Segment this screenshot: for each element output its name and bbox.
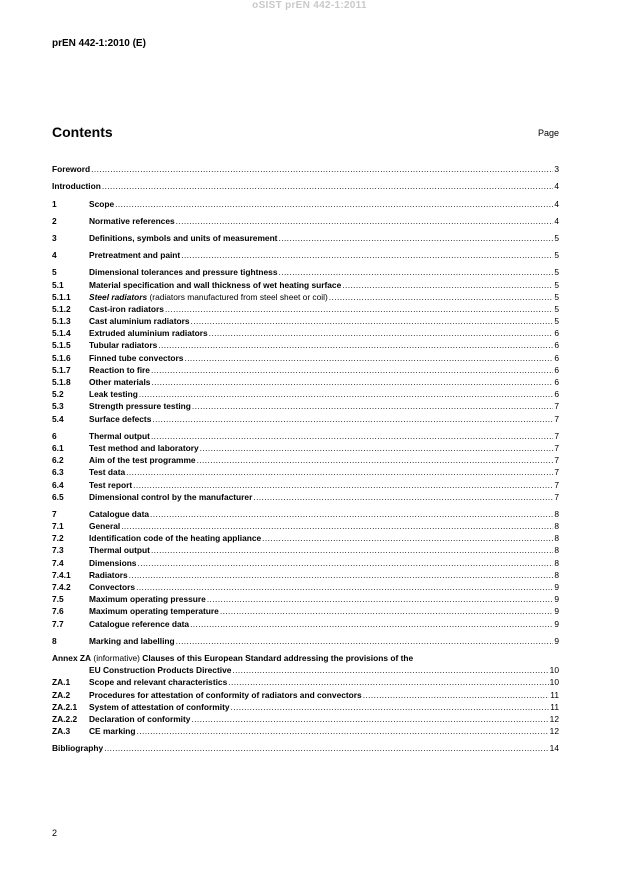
toc-entry[interactable] <box>52 581 559 593</box>
toc-entry[interactable] <box>52 249 559 261</box>
toc-entry-title <box>89 291 328 303</box>
toc-entry-bibliography[interactable] <box>52 742 559 754</box>
toc-entry-number: 6.4 <box>52 479 64 490</box>
document-id: prEN 442-1:2010 (E) <box>52 38 146 49</box>
toc-entry-title: Definitions, symbols and units of measurement <box>89 232 278 243</box>
toc-entry-title: Test report <box>89 479 133 490</box>
toc-entry[interactable] <box>52 713 559 725</box>
toc-entry-title: Cast aluminium radiators <box>89 316 190 327</box>
leader-dots <box>158 339 553 351</box>
leader-dots <box>151 364 553 376</box>
toc-entry-page: 10 <box>549 677 559 688</box>
toc-entry-title: Finned tube convectors <box>89 352 184 363</box>
table-of-contents <box>52 163 559 754</box>
toc-entry[interactable] <box>52 569 559 581</box>
leader-dots <box>151 430 553 442</box>
toc-entry[interactable] <box>52 339 559 351</box>
toc-entry-title: Bibliography <box>52 743 104 754</box>
toc-entry[interactable] <box>52 430 559 442</box>
toc-entry-number: ZA.3 <box>52 726 71 737</box>
leader-dots <box>91 163 553 175</box>
toc-entry-page: 5 <box>554 279 559 290</box>
leader-dots <box>176 215 554 227</box>
toc-entry-title: Maximum operating temperature <box>89 606 219 617</box>
leader-dots <box>262 532 553 544</box>
toc-entry-page: 14 <box>549 743 559 754</box>
toc-entry-page: 8 <box>554 557 559 568</box>
toc-entry-page: 6 <box>554 364 559 375</box>
toc-entry[interactable] <box>52 232 559 244</box>
toc-entry-number: 5.1.7 <box>52 364 71 375</box>
leader-dots <box>176 635 554 647</box>
toc-entry-page: 3 <box>554 164 559 175</box>
toc-entry-title: Introduction <box>52 181 101 192</box>
toc-entry[interactable] <box>52 478 559 490</box>
toc-entry-title: Extruded aluminium radiators <box>89 328 208 339</box>
toc-entry-title: Declaration of conformity <box>89 713 191 724</box>
toc-entry-page: 8 <box>554 533 559 544</box>
toc-entry[interactable] <box>52 635 559 647</box>
toc-entry-number: 2 <box>52 215 57 226</box>
leader-dots <box>190 618 553 630</box>
leader-dots <box>197 454 554 466</box>
toc-entry-title: Test data <box>89 467 126 478</box>
toc-entry[interactable] <box>52 556 559 568</box>
toc-entry-number: 5.4 <box>52 413 64 424</box>
toc-entry-title: Thermal output <box>89 545 150 556</box>
annex-title-line1: Clauses of this European Standard addressing the provisions of the <box>142 652 414 663</box>
toc-entry[interactable] <box>52 688 559 700</box>
toc-entry-number: ZA.2.1 <box>52 701 78 712</box>
toc-entry-title-italic: Steel radiators <box>89 291 148 302</box>
toc-entry-page: 7 <box>554 455 559 466</box>
toc-entry-number: 5.1.8 <box>52 377 71 387</box>
leader-dots <box>207 593 554 605</box>
toc-entry-number: 5.1 <box>52 279 64 290</box>
leader-dots <box>192 400 553 412</box>
leader-dots <box>139 388 553 400</box>
toc-entry-title: Normative references <box>89 215 175 226</box>
toc-entry-page: 9 <box>554 594 559 605</box>
toc-entry-title: Catalogue reference data <box>89 618 190 629</box>
toc-entry-page: 12 <box>549 726 559 737</box>
toc-entry-number: 5.1.2 <box>52 303 71 314</box>
toc-entry-title: CE marking <box>89 726 136 737</box>
toc-entry-page: 8 <box>554 508 559 519</box>
toc-entry-title: Convectors <box>89 582 136 592</box>
leader-dots <box>121 520 553 532</box>
toc-entry-number: 7.2 <box>52 533 64 544</box>
toc-entry-title: Dimensional tolerances and pressure tightness <box>89 267 278 278</box>
toc-entry-page: 8 <box>554 521 559 532</box>
contents-heading: Contents <box>52 124 113 140</box>
annex-za-heading[interactable] <box>52 652 559 664</box>
toc-entry[interactable] <box>52 442 559 454</box>
toc-entry-page: 6 <box>554 328 559 339</box>
annex-informative: (informative) <box>91 652 143 663</box>
toc-entry-number: ZA.1 <box>52 677 71 688</box>
toc-entry-page: 7 <box>554 413 559 424</box>
toc-entry-number: 4 <box>52 250 57 261</box>
toc-entry-number: 7.5 <box>52 594 64 605</box>
toc-entry[interactable] <box>52 197 559 209</box>
toc-entry[interactable] <box>52 315 559 327</box>
toc-entry-title: Reaction to fire <box>89 364 150 375</box>
annex-title-line2: EU Construction Products Directive <box>89 665 232 676</box>
annex-page: 10 <box>549 665 559 676</box>
toc-entry[interactable] <box>52 266 559 278</box>
toc-entry[interactable] <box>52 327 559 339</box>
leader-dots <box>137 557 553 569</box>
toc-entry-number: 6.2 <box>52 455 64 466</box>
toc-entry-number: 5.1.5 <box>52 340 71 351</box>
toc-entry-page: 9 <box>554 606 559 617</box>
toc-entry-title: Dimensions <box>89 557 137 568</box>
annex-za-heading-cont[interactable] <box>52 664 559 676</box>
toc-main-entries <box>52 163 559 647</box>
toc-entry-number: 6.1 <box>52 442 64 453</box>
leader-dots <box>342 279 553 291</box>
leader-dots <box>279 266 554 278</box>
toc-entry-page: 4 <box>554 181 559 192</box>
toc-entry[interactable] <box>52 593 559 605</box>
toc-entry-page: 7 <box>554 401 559 412</box>
toc-entry[interactable] <box>52 278 559 290</box>
toc-entry-number: 7.7 <box>52 618 64 629</box>
toc-entry-title: Thermal output <box>89 430 150 441</box>
toc-entry-title: Strength pressure testing <box>89 401 191 412</box>
toc-entry-page: 7 <box>554 491 559 502</box>
toc-entry-number: 5.1.1 <box>52 291 71 302</box>
toc-entry[interactable] <box>52 351 559 363</box>
toc-entry-title: Scope and relevant characteristics <box>89 677 228 688</box>
leader-dots <box>115 198 553 210</box>
toc-entry-title: Aim of the test programme <box>89 455 196 466</box>
toc-entry-title: Dimensional control by the manufacturer <box>89 491 253 502</box>
toc-entry-number: 5.1.6 <box>52 352 71 363</box>
toc-entry-number: 5.3 <box>52 401 64 412</box>
toc-entry-number: 7.6 <box>52 606 64 617</box>
toc-entry-page: 5 <box>554 291 559 302</box>
toc-entry-page: 11 <box>550 689 559 700</box>
toc-entry[interactable] <box>52 508 559 520</box>
toc-entry-number: 7.3 <box>52 545 64 556</box>
toc-entry[interactable] <box>52 617 559 629</box>
toc-entry-page: 11 <box>550 701 559 712</box>
toc-entry-page: 5 <box>554 267 559 278</box>
toc-entry-title: Tubular radiators <box>89 340 158 351</box>
leader-dots <box>150 508 553 520</box>
leader-dots <box>165 303 553 315</box>
toc-entry-title: Catalogue data <box>89 508 150 519</box>
toc-entry-page: 7 <box>554 467 559 478</box>
toc-entry-page: 4 <box>554 198 559 209</box>
toc-entry-number: ZA.2.2 <box>52 713 78 724</box>
toc-entry-number: 5.2 <box>52 389 64 400</box>
toc-entry-page: 12 <box>549 713 559 724</box>
leader-dots <box>104 742 548 754</box>
toc-entry-title: Foreword <box>52 164 91 175</box>
leader-dots <box>232 664 548 676</box>
leader-dots <box>136 581 553 593</box>
toc-entry-page: 6 <box>554 352 559 363</box>
toc-entry-title: Leak testing <box>89 389 138 400</box>
toc-entry-number: 6.5 <box>52 491 64 502</box>
toc-entry-title: Procedures for attestation of conformity of radiators and convectors <box>89 689 362 700</box>
toc-entry-title: General <box>89 521 121 532</box>
leader-dots <box>200 442 554 454</box>
toc-entry[interactable] <box>52 532 559 544</box>
toc-entry-number: 7.1 <box>52 521 64 532</box>
leader-dots <box>278 232 553 244</box>
toc-entry-title: Maximum operating pressure <box>89 594 206 605</box>
toc-entry-page: 7 <box>554 442 559 453</box>
toc-entry-title: System of attestation of conformity <box>89 701 230 712</box>
annex-label: Annex ZA <box>52 652 92 663</box>
toc-entry[interactable] <box>52 180 559 192</box>
toc-entry-page: 8 <box>554 545 559 556</box>
toc-entry[interactable] <box>52 454 559 466</box>
toc-annex-entries <box>52 676 559 737</box>
toc-entry-number: 7.4.1 <box>52 569 71 580</box>
leader-dots <box>151 544 553 556</box>
leader-dots <box>231 701 550 713</box>
toc-entry[interactable] <box>52 215 559 227</box>
toc-entry-number: 6.3 <box>52 467 64 478</box>
leader-dots <box>151 376 553 388</box>
page-column-label: Page <box>537 128 559 138</box>
toc-entry-page: 5 <box>554 316 559 327</box>
toc-entry-title: Marking and labelling <box>89 635 175 646</box>
leader-dots <box>126 466 553 478</box>
toc-entry[interactable] <box>52 605 559 617</box>
page-number: 2 <box>52 828 58 838</box>
toc-entry-page: 5 <box>554 250 559 261</box>
leader-dots <box>209 327 554 339</box>
toc-entry-title: Identification code of the heating appliance <box>89 533 262 544</box>
leader-dots <box>191 713 548 725</box>
leader-dots <box>228 676 548 688</box>
toc-entry-page: 7 <box>554 430 559 441</box>
toc-entry-number: 5.1.3 <box>52 316 71 327</box>
leader-dots <box>184 352 553 364</box>
toc-entry-page: 8 <box>554 569 559 580</box>
toc-entry-title: Other materials <box>89 377 151 387</box>
toc-entry[interactable] <box>52 676 559 688</box>
toc-entry-title: Scope <box>89 198 115 209</box>
toc-entry[interactable] <box>52 544 559 556</box>
leader-dots <box>220 605 553 617</box>
toc-entry[interactable] <box>52 163 559 175</box>
watermark: oSIST prEN 442-1:2011 <box>252 0 367 11</box>
leader-dots <box>133 479 553 491</box>
toc-entry-number: 8 <box>52 635 57 646</box>
leader-dots <box>191 315 554 327</box>
toc-entry[interactable] <box>52 412 559 424</box>
toc-entry-page: 4 <box>554 215 559 226</box>
toc-entry-number: 7 <box>52 508 57 519</box>
leader-dots <box>137 725 549 737</box>
toc-entry-number: 5 <box>52 267 57 278</box>
toc-entry-title: Surface defects <box>89 413 152 424</box>
toc-entry-title: Material specification and wall thickness of wet heating surface <box>89 279 342 290</box>
toc-entry[interactable] <box>52 291 559 303</box>
toc-entry-page: 9 <box>554 635 559 646</box>
toc-entry-title: Pretreatment and paint <box>89 250 181 261</box>
leader-dots <box>363 689 550 701</box>
toc-entry-number: 7.4 <box>52 557 64 568</box>
toc-entry[interactable] <box>52 725 559 737</box>
leader-dots <box>253 491 553 503</box>
toc-entry-title: Test method and laboratory <box>89 442 199 453</box>
toc-entry-page: 9 <box>554 582 559 592</box>
toc-entry-page: 7 <box>554 479 559 490</box>
leader-dots <box>181 249 553 261</box>
toc-entry-number: 3 <box>52 232 57 243</box>
toc-entry[interactable] <box>52 491 559 503</box>
toc-entry-title: Radiators <box>89 569 128 580</box>
toc-entry[interactable] <box>52 376 559 388</box>
leader-dots <box>152 413 553 425</box>
leader-dots <box>329 291 554 303</box>
toc-entry[interactable] <box>52 303 559 315</box>
toc-entry-page: 6 <box>554 377 559 387</box>
leader-dots <box>102 180 553 192</box>
toc-entry-page: 5 <box>554 232 559 243</box>
toc-entry-page: 6 <box>554 389 559 400</box>
leader-dots <box>129 569 554 581</box>
toc-entry[interactable] <box>52 364 559 376</box>
toc-entry[interactable] <box>52 466 559 478</box>
toc-entry-page: 9 <box>554 618 559 629</box>
toc-entry-page: 6 <box>554 340 559 351</box>
toc-entry-title: Cast-iron radiators <box>89 303 164 314</box>
toc-entry[interactable] <box>52 701 559 713</box>
toc-entry-number: 7.4.2 <box>52 582 71 592</box>
toc-entry[interactable] <box>52 520 559 532</box>
toc-entry-number: 5.1.4 <box>52 328 71 339</box>
toc-entry[interactable] <box>52 388 559 400</box>
toc-entry-title-suffix: (radiators manufactured from steel sheet or coil) <box>147 291 328 302</box>
toc-entry[interactable] <box>52 400 559 412</box>
toc-entry-number: 1 <box>52 198 57 209</box>
toc-entry-page: 5 <box>554 303 559 314</box>
toc-entry-number: ZA.2 <box>52 689 71 700</box>
toc-entry-number: 6 <box>52 430 57 441</box>
